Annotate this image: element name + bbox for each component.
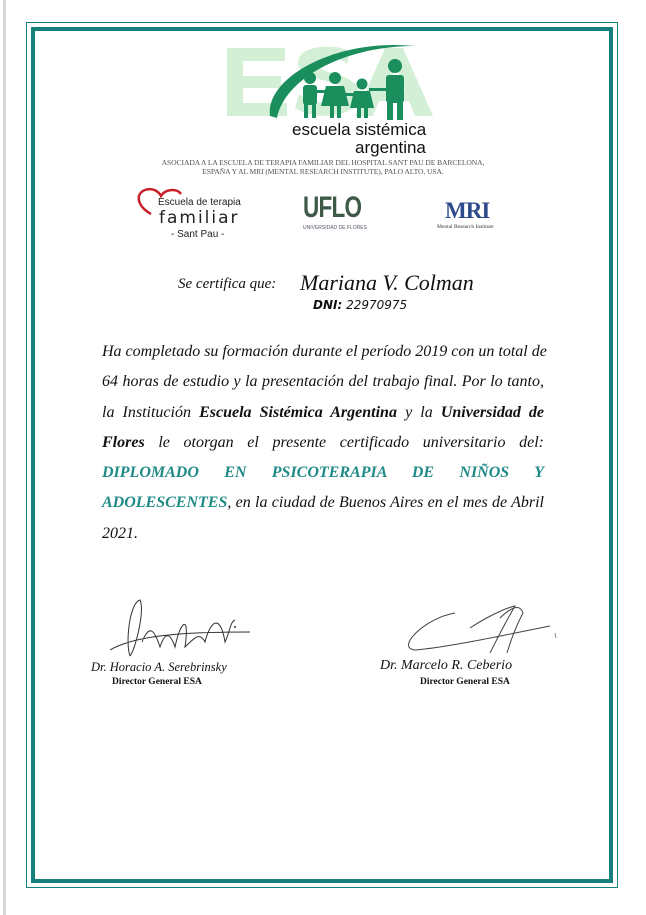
institution-name-line1: escuela sistémica [292,120,427,139]
dni-value: 22970975 [346,298,408,312]
santpau-logo [133,186,243,242]
signatory-1-name: Dr. Horacio A. Serebrinsky [91,660,227,674]
page-edge [3,0,6,915]
mri-name: MRI [445,198,490,223]
body-text: , en la ciudad de Buenos Aires en el mes de Abril [227,494,544,512]
mri-logo [437,197,517,233]
santpau-line3: - Sant Pau - [171,229,225,240]
uflo-sub: UNIVERSIDAD DE FLORES [303,225,367,231]
esa-logo-icon [225,38,435,120]
certificate-body [102,341,547,553]
mri-sub: Mental Research Institute [437,224,494,230]
santpau-line2: familiar [159,208,240,228]
association-line2: ESPAÑA Y AL MRI (MENTAL RESEARCH INSTITUTE), PALO ALTO, USA. [202,167,444,176]
recipient-name: Mariana V. Colman [300,270,474,295]
dni-label: DNI: [313,298,343,312]
signature-serebrinsky [100,592,260,658]
santpau-line1: Escuela de terapia [158,197,241,208]
body-text: la Institución [102,403,191,421]
body-line [102,492,544,522]
diploma-title-cont: ADOLESCENTES [102,494,228,512]
body-line: 2021. [102,524,138,542]
body-text: y la [405,403,433,421]
body-line: 64 horas de estudio y la presentación del trabajo final. Por lo tanto, [102,373,544,391]
body-line: Ha completado su formación durante el período 2019 con un total de [102,343,547,360]
uflo-name: UFLO [303,191,362,224]
signature-ceberio [395,598,565,656]
dni [313,298,407,313]
signatory-1-role: Director General ESA [112,677,202,687]
institution-name-line2: argentina [355,138,426,157]
association-line1: ASOCIADA A LA ESCUELA DE TERAPIA FAMILIAR DEL HOSPITAL SANT PAU DE BARCELONA, [161,158,485,167]
body-line [102,432,544,462]
institution-uflo: Universidad de [440,403,545,421]
institution-uflo-cont: Flores [102,433,145,451]
signatory-2-role: Director General ESA [420,677,510,687]
certify-label: Se certifica que: [178,276,277,292]
uflo-logo [303,190,373,235]
institution-esa: Escuela Sistémica Argentina [199,403,397,421]
diploma-title: DIPLOMADO EN PSICOTERAPIA DE NIÑOS Y [102,464,544,482]
association-text [100,158,546,176]
body-text: le otorgan el presente certificado universitario del: [158,433,544,451]
signatory-2-name: Dr. Marcelo R. Ceberio [380,658,513,673]
body-line [102,402,544,432]
